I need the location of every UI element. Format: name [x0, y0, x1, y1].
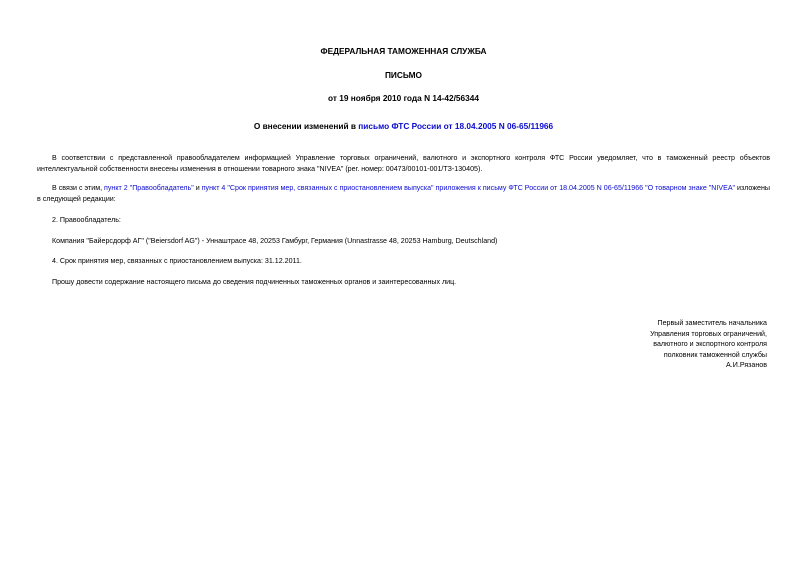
- document-type: ПИСЬМО: [384, 70, 423, 80]
- link-item-4-term[interactable]: пункт 4 "Срок принятия мер, связанных с приостановлением выпуска": [201, 184, 434, 192]
- signature-department-line: Управления торговых ограничений,: [650, 329, 767, 338]
- amendment-text-2: и: [193, 184, 202, 192]
- amendment-text-4: изложены в следующей редакции:: [37, 184, 770, 203]
- paragraph-request: Прошу довести содержание настоящего письма до сведения подчиненных таможенных органов и заинтересованных лиц.: [52, 278, 457, 286]
- document-subject: [37, 121, 770, 132]
- organization-title: ФЕДЕРАЛЬНАЯ ТАМОЖЕННАЯ СЛУЖБА: [320, 46, 487, 56]
- signature-name: А.И.Рязанов: [726, 361, 767, 369]
- signature-rank-line: полковник таможенной службы: [663, 350, 767, 359]
- letter-page: [37, 0, 770, 571]
- subject-link[interactable]: письмо ФТС России от 18.04.2005 N 06-65/11966: [358, 121, 554, 131]
- paragraph-item-2-heading: 2. Правообладатель:: [52, 216, 121, 224]
- paragraph-amendment: [37, 183, 770, 205]
- amendment-text-1: В связи с этим,: [52, 184, 105, 192]
- signature-department-line-2: валютного и экспортного контроля: [653, 340, 767, 348]
- paragraph-rightholder: Компания "Байерсдорф АГ" ("Beiersdorf AG") - Уннаштрасе 48, 20253 Гамбург, Германия (Unnastrasse 48, 20253 Hamburg, Deutschland): [52, 237, 498, 245]
- signature-position-line: Первый заместитель начальника: [657, 319, 767, 327]
- link-appendix-letter[interactable]: приложения к письму ФТС России от 18.04.2005 N 06-65/11966 "О товарном знаке "NIVEA": [435, 184, 736, 192]
- document-date-number: от 19 ноября 2010 года N 14-42/56344: [328, 93, 479, 103]
- link-item-2-rightholder[interactable]: пункт 2 "Правообладатель": [104, 184, 194, 192]
- paragraph-item-4-term: 4. Срок принятия мер, связанных с приостановлением выпуска: 31.12.2011.: [52, 257, 302, 265]
- signature-block: [650, 318, 767, 371]
- subject-prefix: О внесении изменений в: [253, 121, 359, 131]
- paragraph-notification: В соответствии с представленной правообладателем информацией Управление торговых ограничений, валютного и экспортного контроля ФТС России уведомляет, что в таможенный реестр объектов интеллектуальной собственности внесены изменения в отношении товарного знака "NIVEA" (рег. номер: 00473/00101-001/ТЗ-130405).: [37, 154, 770, 173]
